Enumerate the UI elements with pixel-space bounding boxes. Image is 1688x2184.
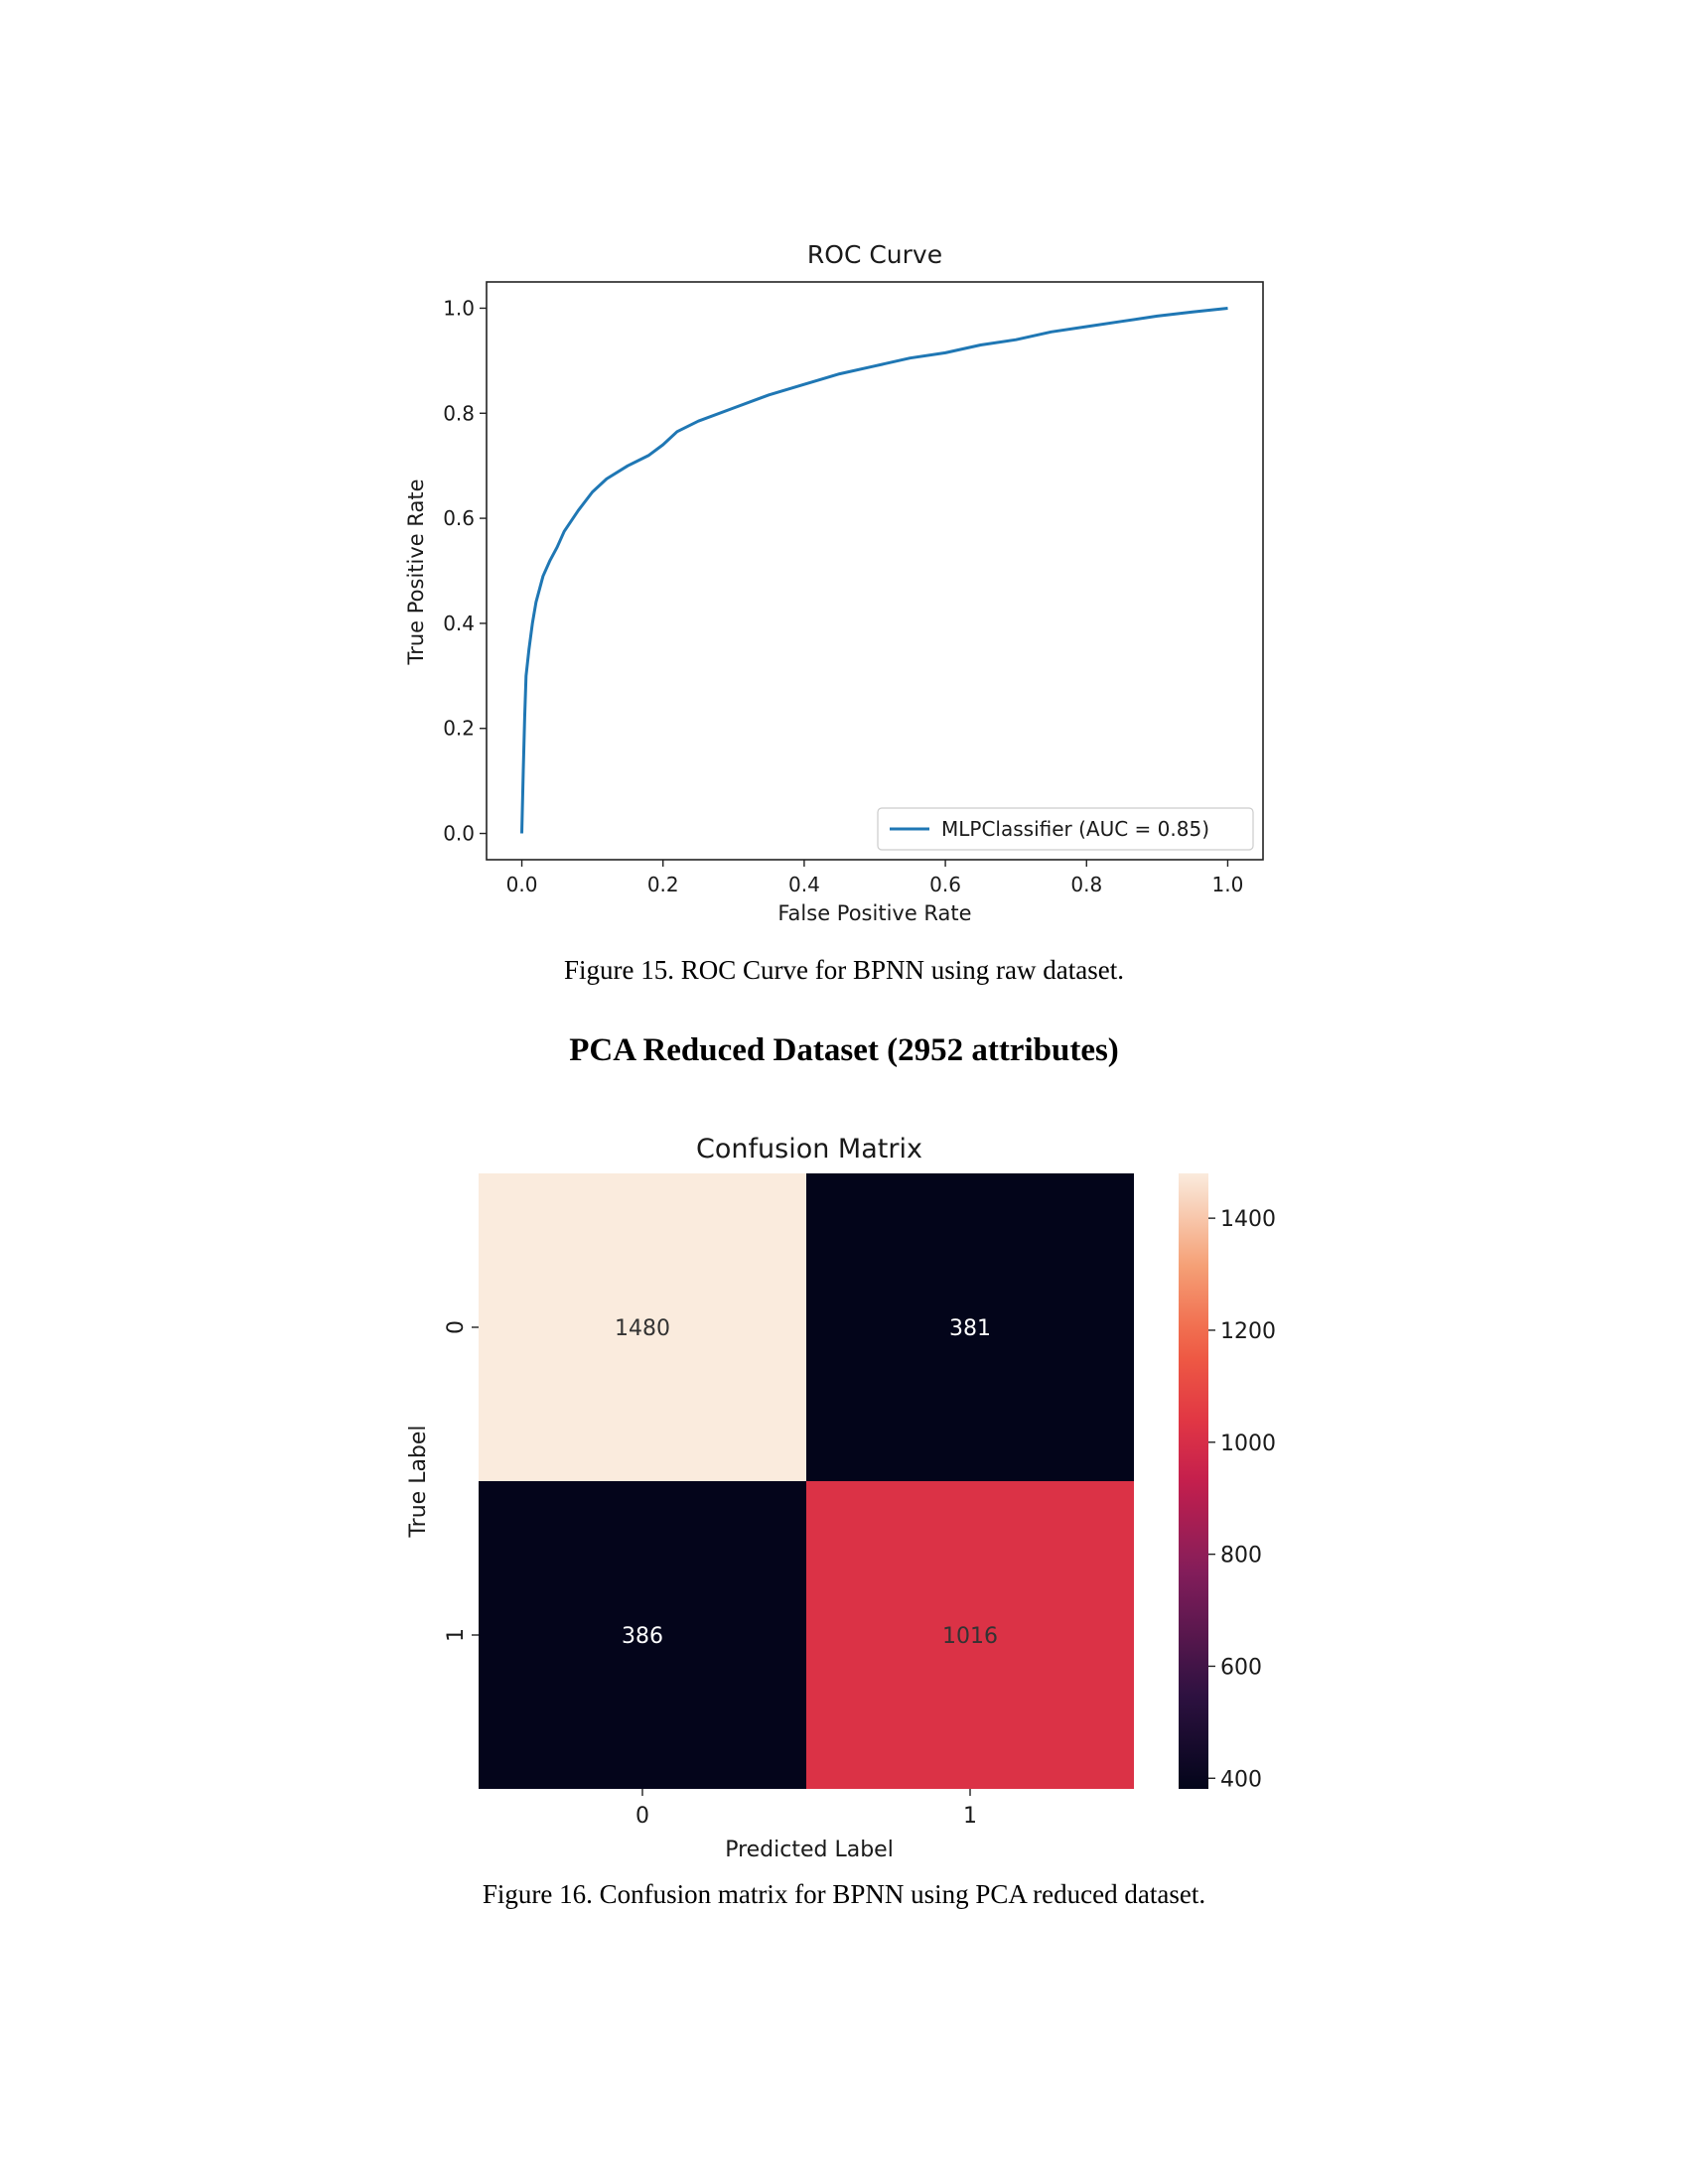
roc-x-tick-label: 0.8 bbox=[1070, 873, 1103, 896]
colorbar-tick-label: 800 bbox=[1220, 1543, 1262, 1569]
roc-y-tick-label: 0.8 bbox=[443, 401, 475, 426]
confusion-y-tick-label: 1 bbox=[444, 1628, 469, 1642]
confusion-cell-value: 1016 bbox=[942, 1624, 998, 1649]
roc-chart bbox=[377, 228, 1311, 943]
colorbar-tick-label: 1000 bbox=[1220, 1431, 1276, 1456]
roc-x-tick-label: 0.4 bbox=[788, 873, 820, 896]
confusion-cell-value: 381 bbox=[949, 1316, 991, 1341]
colorbar-tick-label: 1200 bbox=[1220, 1318, 1276, 1344]
roc-x-tick-label: 0.6 bbox=[929, 873, 961, 896]
section-heading: PCA Reduced Dataset (2952 attributes) bbox=[569, 1032, 1119, 1068]
roc-y-tick-label: 0.4 bbox=[443, 611, 475, 635]
confusion-title: Confusion Matrix bbox=[696, 1134, 922, 1164]
colorbar-tick-label: 600 bbox=[1220, 1655, 1262, 1681]
roc-y-tick-label: 1.0 bbox=[443, 296, 475, 321]
confusion-matrix-chart bbox=[387, 1122, 1331, 1876]
roc-y-tick-label: 0.0 bbox=[443, 821, 475, 846]
confusion-y-tick-label: 0 bbox=[444, 1320, 469, 1334]
confusion-cell-value: 1480 bbox=[615, 1316, 670, 1341]
confusion-x-axis-label: Predicted Label bbox=[725, 1838, 894, 1862]
roc-x-tick-label: 0.0 bbox=[505, 873, 538, 896]
figure-16-caption: Figure 16. Confusion matrix for BPNN using PCA reduced dataset. bbox=[482, 1879, 1206, 1909]
roc-x-tick-label: 0.2 bbox=[646, 873, 679, 896]
roc-x-axis-label: False Positive Rate bbox=[777, 901, 972, 925]
confusion-y-axis-label: True Label bbox=[406, 1425, 431, 1538]
roc-legend-label: MLPClassifier (AUC = 0.85) bbox=[941, 817, 1210, 841]
confusion-x-tick-label: 1 bbox=[963, 1804, 977, 1829]
figure-15-caption: Figure 15. ROC Curve for BPNN using raw dataset. bbox=[564, 955, 1124, 985]
confusion-cell-value: 386 bbox=[622, 1624, 663, 1649]
roc-x-tick-label: 1.0 bbox=[1211, 873, 1244, 896]
colorbar-tick-label: 400 bbox=[1220, 1767, 1262, 1793]
roc-series-line bbox=[522, 309, 1228, 834]
roc-y-tick-label: 0.6 bbox=[443, 506, 475, 531]
colorbar bbox=[1179, 1173, 1208, 1789]
roc-y-tick-label: 0.2 bbox=[443, 716, 475, 741]
roc-y-axis-label: True Positive Rate bbox=[404, 478, 428, 665]
colorbar-tick-label: 1400 bbox=[1220, 1207, 1276, 1233]
confusion-x-tick-label: 0 bbox=[635, 1804, 649, 1829]
roc-title: ROC Curve bbox=[806, 240, 943, 269]
roc-plot-frame bbox=[487, 282, 1263, 860]
